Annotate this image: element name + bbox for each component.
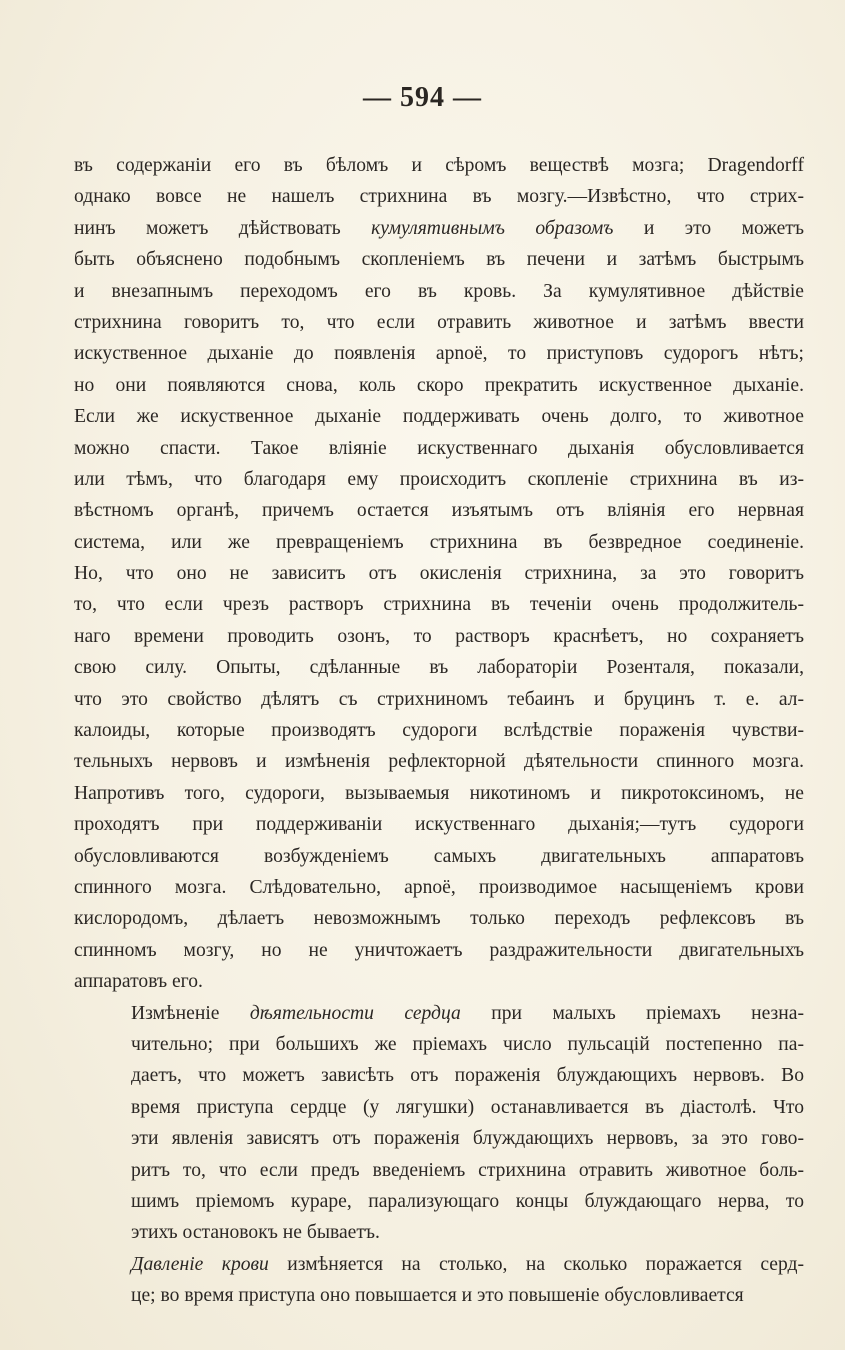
paragraph	[74, 998, 804, 1249]
text-run: Измѣненіе	[131, 1002, 250, 1024]
text-run: но они появляются снова, коль скоро прекратить искуственное дыханіе.	[74, 374, 804, 396]
text-run: то, что если чрезъ растворъ стрихнина въ теченіи очень продолжитель-	[74, 594, 804, 616]
body-text	[74, 150, 804, 1311]
text-line	[74, 495, 804, 526]
text-run: можно спасти. Такое вліяніе искуственнаго дыханія обусловливается	[74, 437, 804, 459]
text-run: наго времени проводить озонъ, то растворъ краснѣетъ, но сохраняетъ	[74, 625, 804, 647]
text-line	[74, 589, 804, 620]
text-run: Но, что оно не зависитъ отъ окисленія стрихнина, за это говоритъ	[74, 563, 804, 585]
text-line	[74, 1280, 804, 1311]
text-run: что это свойство дѣлятъ съ стрихниномъ тебаинъ и бруцинъ т. е. ал-	[74, 688, 804, 710]
text-line	[74, 841, 804, 872]
text-line	[74, 181, 804, 212]
text-line	[74, 935, 804, 966]
text-line	[74, 213, 804, 244]
text-run: нинъ можетъ дѣйствовать	[74, 217, 372, 239]
text-run: ритъ то, что если предъ введеніемъ стрихнина отравить животное боль-	[131, 1159, 804, 1181]
text-line	[74, 1029, 804, 1060]
text-run: спинномъ мозгу, но не уничтожаетъ раздражительности двигательныхъ	[74, 939, 804, 961]
text-run: и это можетъ	[613, 217, 804, 239]
text-run: чительно; при большихъ же пріемахъ число пульсацій постепенно па-	[131, 1033, 804, 1055]
text-line	[74, 652, 804, 683]
text-run: измѣняется на столько, на сколько поражается серд-	[268, 1253, 804, 1275]
emphasis-text: Давленіе крови	[131, 1253, 269, 1275]
paragraph	[74, 150, 804, 998]
text-line	[74, 370, 804, 401]
text-run: время приступа сердце (у лягушки) останавливается въ діастолѣ. Что	[131, 1096, 804, 1118]
text-line	[74, 1092, 804, 1123]
text-line	[74, 746, 804, 777]
text-line	[74, 809, 804, 840]
text-run: аппаратовъ его.	[74, 971, 203, 993]
text-run: калоиды, которые производятъ судороги вслѣдствіе пораженія чувстви-	[74, 720, 804, 742]
text-line	[74, 872, 804, 903]
text-line	[74, 715, 804, 746]
text-run: система, или же превращеніемъ стрихнина въ безвредное соединеніе.	[74, 531, 804, 553]
text-run: при малыхъ пріемахъ незна-	[460, 1002, 804, 1024]
text-run: этихъ остановокъ не бываетъ.	[131, 1222, 380, 1244]
text-run: шимъ пріемомъ кураре, парализующаго концы блуждающаго нерва, то	[131, 1190, 804, 1212]
text-run: обусловливаются возбужденіемъ самыхъ двигательныхъ аппаратовъ	[74, 845, 804, 867]
text-line	[74, 778, 804, 809]
emphasis-text: кумулятивнымъ образомъ	[371, 217, 614, 239]
text-run: тельныхъ нервовъ и измѣненія рефлекторной дѣятельности спинного мозга.	[74, 751, 804, 773]
text-run: кислородомъ, дѣлаетъ невозможнымъ только переходъ рефлексовъ въ	[74, 908, 804, 930]
text-line	[74, 1186, 804, 1217]
text-line	[74, 307, 804, 338]
page-number: — 594 —	[363, 82, 482, 113]
text-line	[74, 338, 804, 369]
text-line	[74, 966, 804, 997]
text-line	[74, 1217, 804, 1248]
text-run: и внезапнымъ переходомъ его въ кровь. За кумулятивное дѣйствіе	[74, 280, 804, 302]
text-line	[74, 276, 804, 307]
text-run: однако вовсе не нашелъ стрихнина въ мозгу.—Извѣстно, что стрих-	[74, 186, 804, 208]
text-run: искуственное дыханіе до появленія apnoë, то приступовъ судорогъ нѣтъ;	[74, 343, 804, 365]
text-line	[74, 1123, 804, 1154]
text-line	[74, 903, 804, 934]
text-line	[74, 1155, 804, 1186]
paragraph	[74, 1249, 804, 1312]
text-line	[74, 401, 804, 432]
text-line	[74, 1249, 804, 1280]
text-run: даетъ, что можетъ зависѣть отъ пораженія блуждающихъ нервовъ. Во	[131, 1065, 804, 1087]
text-run: вѣстномъ органѣ, причемъ остается изъятымъ отъ вліянія его нервная	[74, 500, 804, 522]
text-run: эти явленія зависятъ отъ пораженія блуждающихъ нервовъ, за это гово-	[131, 1128, 804, 1150]
text-run: проходятъ при поддерживаніи искуственнаго дыханія;—тутъ судороги	[74, 814, 804, 836]
text-line	[74, 621, 804, 652]
text-line	[74, 150, 804, 181]
text-line	[74, 244, 804, 275]
text-run: Если же искуственное дыханіе поддерживать очень долго, то животное	[74, 406, 804, 428]
text-run: стрихнина говоритъ то, что если отравить животное и затѣмъ ввести	[74, 311, 804, 333]
text-line	[74, 464, 804, 495]
emphasis-text: дѣятельности сердца	[249, 1002, 461, 1024]
text-line	[74, 433, 804, 464]
text-line	[74, 998, 804, 1029]
text-run: или тѣмъ, что благодаря ему происходитъ скопленіе стрихнина въ из-	[74, 468, 804, 490]
text-run: це; во время приступа оно повышается и это повышеніе обусловливается	[131, 1285, 744, 1307]
text-run: свою силу. Опыты, сдѣланные въ лабораторіи Розенталя, показали,	[74, 657, 804, 679]
text-run: въ содержаніи его въ бѣломъ и сѣромъ веществѣ мозга; Dragendorff	[74, 155, 804, 176]
text-line	[74, 684, 804, 715]
text-run: Напротивъ того, судороги, вызываемыя никотиномъ и пикротоксиномъ, не	[74, 782, 804, 804]
text-line	[74, 558, 804, 589]
text-run: спинного мозга. Слѣдовательно, apnoë, производимое насыщеніемъ крови	[74, 876, 804, 898]
text-line	[74, 1060, 804, 1091]
text-line	[74, 527, 804, 558]
text-run: быть объяснено подобнымъ скопленіемъ въ печени и затѣмъ быстрымъ	[74, 249, 804, 271]
